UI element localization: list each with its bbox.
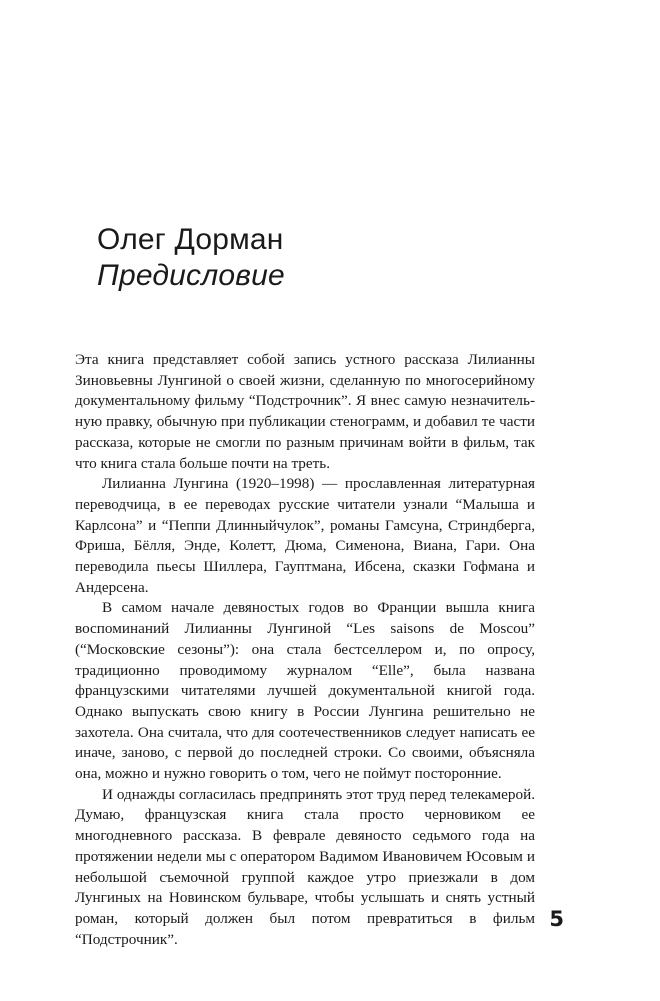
chapter-heading [97, 222, 557, 294]
body-text [75, 350, 535, 950]
paragraph-1: Эта книга представляет собой запись устного рассказа Лилианны Зиновьевны Лунгиной о своей жизни, сделанную по многосерийному документальному фильму “Подстрочник”. Я внес самую незначительную правку, обычную при публикации стенограмм, и добавил те части рассказа, которые не смогли по разным причинам войти в фильм, так что книга стала больше почти на треть. [75, 351, 535, 472]
paragraph-3: В самом начале девяностых годов во Франции вышла книга воспоминаний Лилианны Лунгиной “Les saisons de Moscou” (“Московские сезоны”): она стала бестселлером и, по опросу, традиционно проводимому журналом “Elle”, была названа французскими читателями лучшей документальной книгой года. Однако выпускать свою книгу в России Лунгина решительно не захотела. Она считала, что для соотeчественников следует написать ее иначе, заново, с первой до последней строки. Со своими, объясняла она, можно и нужно говорить о том, чего не поймут посторонние. [75, 599, 535, 783]
paragraph-4: И однажды согласилась предпринять этот труд перед телекамерой. Думаю, французская книга стала просто черновиком ее многодневного рассказа. В феврале девяносто седьмого года на протяжении недели мы с оператором Вадимом Ивановичем Юсовым и небольшой съемочной группой каждое утро приезжали в дом Лунгиных на Новинском бульваре, чтобы услышать и снять устный роман, который должен был потом превратиться в фильм “Подстрочник”. [75, 785, 535, 948]
author-name: Олег Дорман [97, 223, 284, 256]
paragraph-2: Лилианна Лунгина (1920–1998) — прославленная литературная переводчица, в ее переводах русские читатели узнали “Малыша и Карлсона” и “Пеппи Длинныйчулок”, романы Гамсуна, Стриндберга, Фриша, Бёлля, Энде, Колетт, Дюма, Сименона, Виана, Гари. Она переводила пьесы Шиллера, Гауптмана, Ибсена, сказки Гофмана и Андерсена. [75, 475, 535, 596]
chapter-title: Предисловие [97, 259, 285, 292]
page-number: 5 [549, 907, 564, 931]
